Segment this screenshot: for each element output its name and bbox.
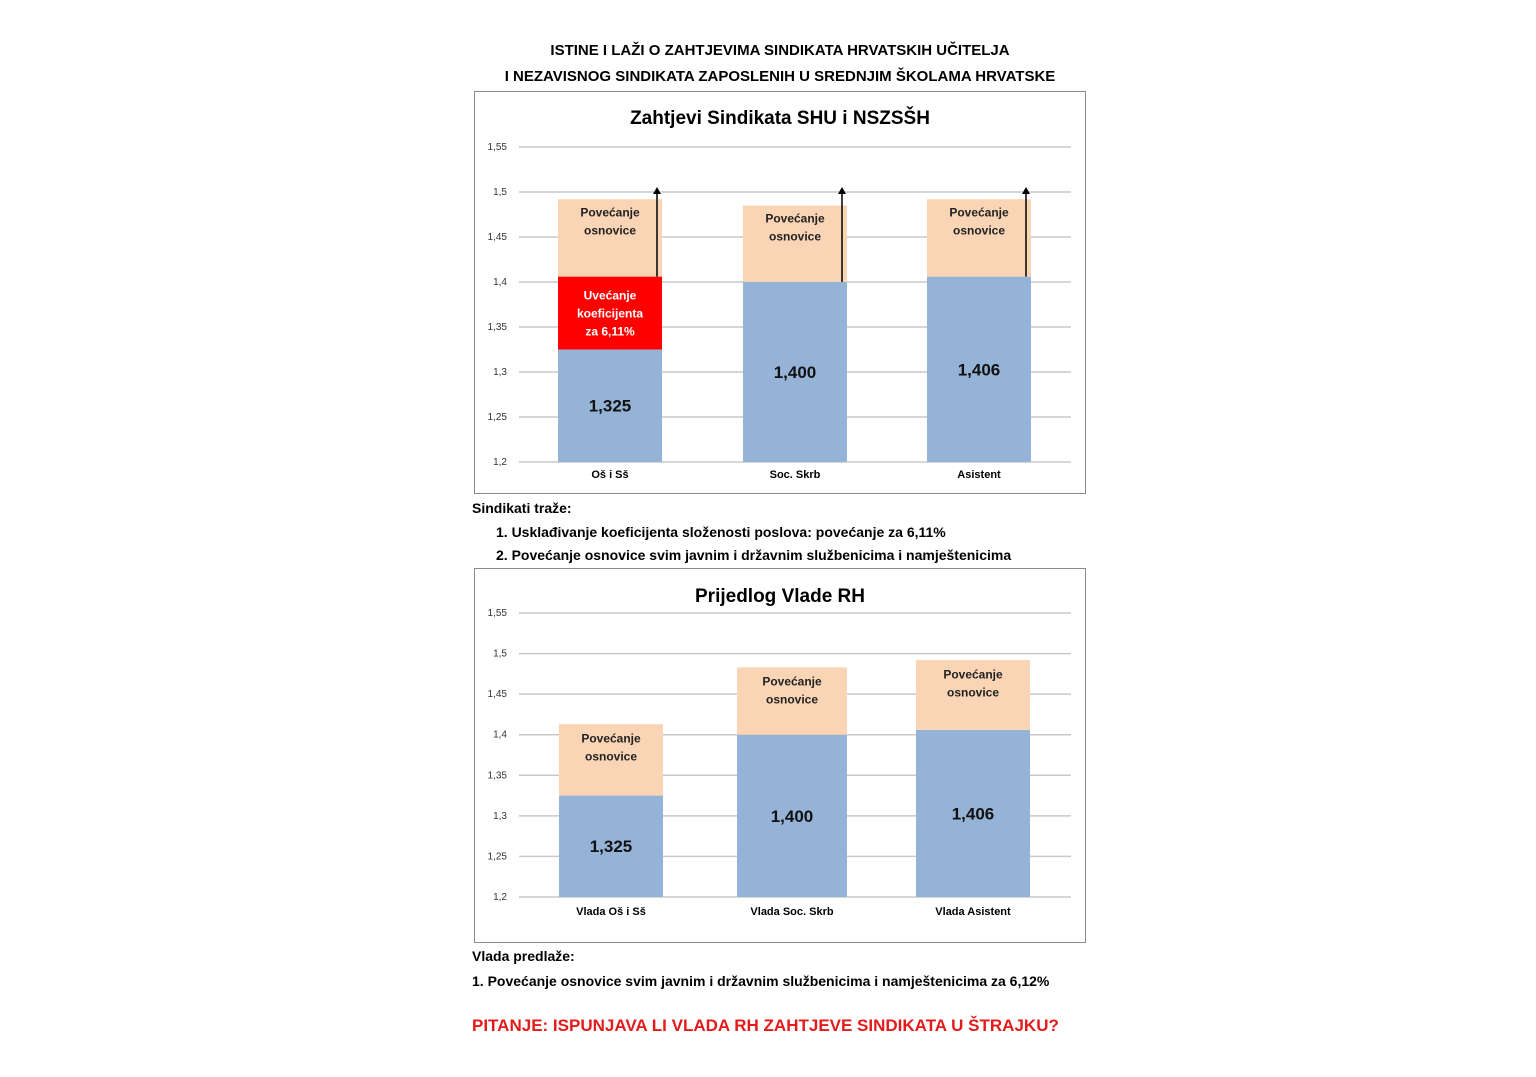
y-tick-label: 1,45	[487, 689, 507, 701]
category-label: Vlada Soc. Skrb	[750, 906, 834, 918]
y-tick-label: 1,2	[493, 892, 507, 903]
bar-increase-label: osnovice	[768, 229, 822, 244]
bar-value-label: 1,400	[773, 362, 817, 382]
bar-coefficient-label: Uvećanje	[583, 288, 637, 303]
category-label: Vlada Oš i Sš	[576, 906, 646, 918]
section1-heading: Sindikati traže:	[472, 500, 572, 516]
chart-title: Prijedlog Vlade RH	[695, 586, 865, 607]
y-tick-label: 1,35	[487, 322, 507, 333]
y-tick-label: 1,3	[493, 810, 507, 822]
bar-increase-label: Povećanje	[580, 205, 640, 220]
bar-increase-label: osnovice	[583, 223, 637, 238]
bar-increase-label: Povećanje	[762, 674, 822, 689]
section1-item-1: 1. Usklađivanje koeficijenta složenosti poslova: povećanje za 6,11%	[496, 524, 946, 540]
y-tick-label: 1,25	[487, 412, 507, 423]
bar-increase-label: osnovice	[765, 692, 819, 707]
bar-increase-label: Povećanje	[581, 731, 641, 746]
category-label: Asistent	[957, 469, 1001, 481]
header-line-2: I NEZAVISNOG SINDIKATA ZAPOSLENIH U SREDNJIM ŠKOLAMA HRVATSKE	[504, 68, 1056, 85]
bar-value-label: 1,406	[957, 360, 1001, 380]
question-text: PITANJE: ISPUNJAVA LI VLADA RH ZAHTJEVE SINDIKATA U ŠTRAJKU?	[472, 1016, 1059, 1035]
category-label: Oš i Sš	[591, 469, 629, 481]
bar-coefficient-label: za 6,11%	[585, 324, 635, 339]
arrow-head	[1022, 187, 1030, 194]
category-label: Soc. Skrb	[769, 469, 821, 481]
arrow-head	[838, 187, 846, 194]
section1-item-2: 2. Povećanje osnovice svim javnim i državnim službenicima i namještenicima	[496, 547, 1012, 563]
y-tick-label: 1,55	[487, 608, 507, 619]
section2-heading: Vlada predlaže:	[472, 948, 575, 964]
bar-coefficient-label: koeficijenta	[576, 306, 644, 321]
y-tick-label: 1,4	[493, 277, 507, 288]
arrow-head	[653, 187, 661, 194]
y-tick-label: 1,2	[493, 457, 507, 468]
chart-government-proposal-svg	[475, 569, 1085, 942]
bar-increase-label: osnovice	[952, 223, 1006, 238]
section2-item-1: 1. Povećanje osnovice svim javnim i državnim službenicima i namještenicima za 6,12%	[472, 973, 1050, 989]
y-tick-label: 1,45	[487, 232, 507, 243]
bar-value-label: 1,325	[589, 837, 633, 857]
y-tick-label: 1,35	[487, 770, 507, 782]
chart-union-demands	[474, 91, 1086, 494]
header-line-1: ISTINE I LAŽI O ZAHTJEVIMA SINDIKATA HRVATSKIH UČITELJA	[550, 42, 1010, 59]
chart-title: Zahtjevi Sindikata SHU i NSZSŠH	[630, 108, 930, 129]
category-label: Vlada Asistent	[935, 906, 1011, 918]
bar-value-label: 1,400	[770, 806, 814, 826]
bar-increase-label: Povećanje	[949, 205, 1009, 220]
bar-value-label: 1,406	[951, 804, 995, 824]
y-tick-label: 1,55	[487, 142, 507, 153]
chart-union-demands-svg	[475, 92, 1085, 493]
y-tick-label: 1,4	[493, 729, 507, 741]
bar-increase-label: Povećanje	[943, 667, 1003, 682]
y-tick-label: 1,5	[493, 648, 507, 660]
y-tick-label: 1,25	[487, 851, 507, 863]
bar-increase-label: osnovice	[946, 685, 1000, 700]
bar-value-label: 1,325	[588, 396, 632, 416]
bar-increase-label: Povećanje	[765, 211, 825, 226]
y-tick-label: 1,5	[493, 187, 507, 198]
y-tick-label: 1,3	[493, 367, 507, 378]
bar-increase-label: osnovice	[584, 749, 638, 764]
chart-government-proposal	[474, 568, 1086, 943]
